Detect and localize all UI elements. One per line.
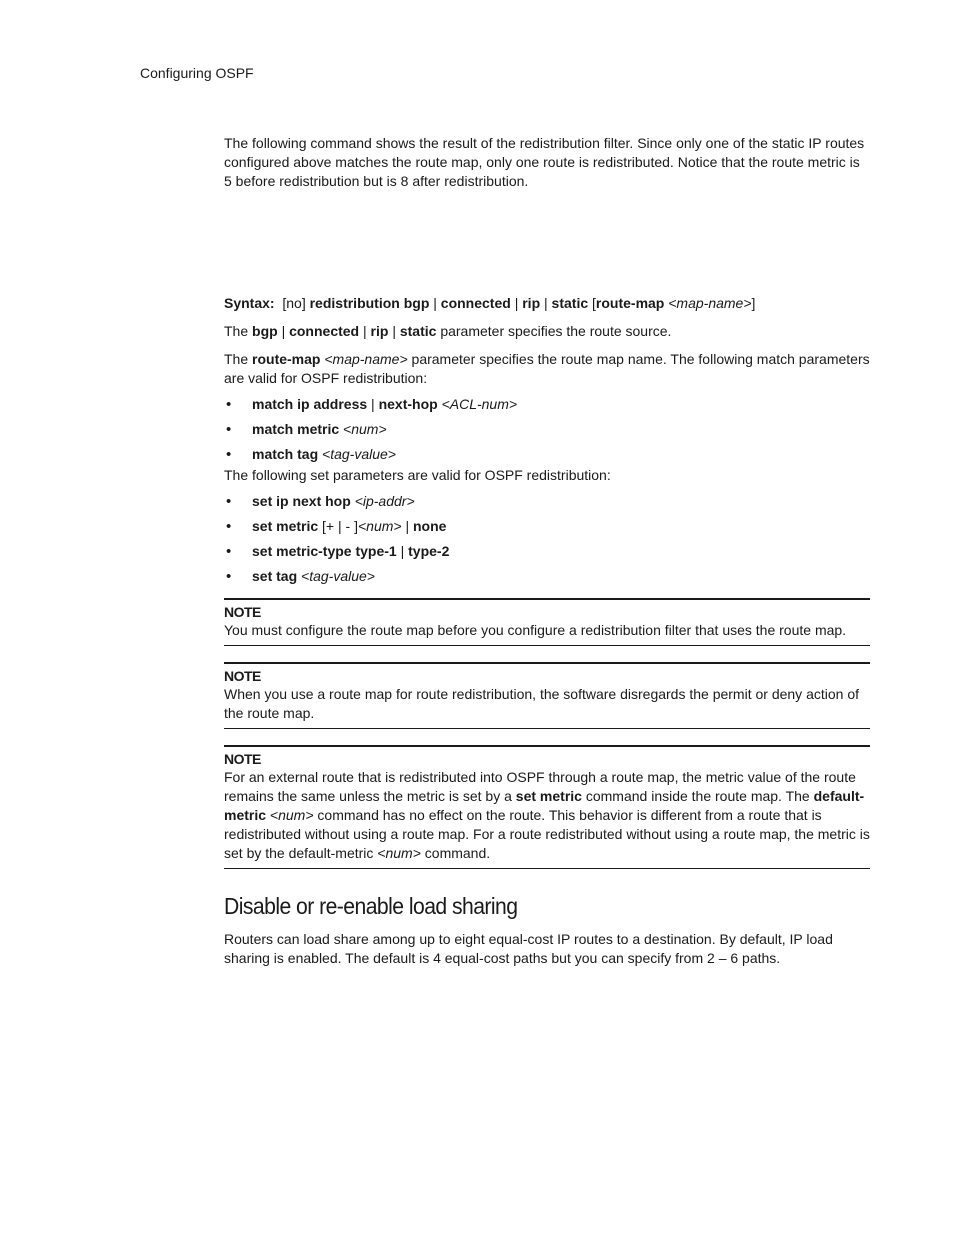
list-item-argument: <num> (357, 518, 402, 534)
running-head: Configuring OSPF (140, 65, 254, 81)
list-item (224, 420, 870, 445)
separator: | (281, 323, 286, 339)
list-item (224, 395, 870, 420)
intro-paragraph: The following command shows the result of the redistribution filter. Since only one of the static IP routes configured above matches the route map, only one route is redistributed. Notice that the route metric is 5 before redistribution but is 8 after redistribution. (224, 135, 865, 189)
separator: | (392, 323, 396, 339)
syntax-separator: | (544, 295, 548, 311)
list-item-argument: <tag-value> (322, 446, 396, 462)
bullet-icon: • (226, 396, 232, 413)
text-the: The (224, 323, 249, 339)
syntax-command: redistribution bgp (309, 295, 430, 311)
route-source-paragraph (224, 322, 870, 341)
list-item-command: none (413, 518, 447, 534)
set-parameters-intro: The following set parameters are valid for OSPF redistribution: (224, 467, 611, 483)
list-item-argument: <num> (343, 421, 387, 437)
section-heading: Disable or re-enable load sharing (224, 893, 518, 919)
note-heading: NOTE (224, 668, 261, 684)
bullet-icon: • (226, 421, 232, 438)
bullet-icon: • (226, 568, 232, 585)
list-item-argument: <ip-addr> (354, 493, 415, 509)
list-item-command: set metric (252, 518, 319, 534)
separator: | (405, 518, 410, 534)
bullet-icon: • (226, 446, 232, 463)
syntax-rip: rip (522, 295, 541, 311)
note-text: When you use a route map for route redistribution, the software disregards the permit or deny action of the route map. (224, 686, 859, 721)
syntax-line (224, 294, 870, 313)
list-item-command: set tag (252, 568, 298, 584)
syntax-static: static (551, 295, 589, 311)
syntax-connected: connected (440, 295, 511, 311)
note-text-part: command. (424, 845, 491, 861)
bullet-icon: • (226, 518, 232, 535)
text-the: The (224, 351, 249, 367)
separator: | (400, 543, 405, 559)
list-item (224, 517, 870, 542)
set-parameter-list (224, 492, 870, 592)
bullet-icon: • (226, 493, 232, 510)
syntax-map-name: <map-name> (668, 295, 752, 311)
list-item-argument: <tag-value> (301, 568, 375, 584)
param-bgp: bgp (252, 323, 278, 339)
list-item-command: type-2 (408, 543, 450, 559)
bullet-icon: • (226, 543, 232, 560)
note-text-part: command has no effect on the route. This behavior is different from a route that is redistributed without using a route map. For a route redistributed without using a route map, the metric is set by the default-metric (224, 807, 870, 861)
route-map-paragraph (224, 350, 870, 388)
list-item (224, 567, 870, 592)
note-box (224, 662, 870, 729)
list-item (224, 445, 870, 466)
list-item-command: match tag (252, 446, 319, 462)
param-map-name: <map-name> (324, 351, 408, 367)
list-item-command: set metric-type type-1 (252, 543, 397, 559)
list-item-option: [+ | - ] (322, 518, 358, 534)
list-item-argument: <ACL-num> (441, 396, 518, 412)
param-connected: connected (289, 323, 360, 339)
note-command: set metric (515, 788, 582, 804)
syntax-separator: | (433, 295, 437, 311)
syntax-open-bracket: [ (592, 295, 596, 311)
separator: | (363, 323, 367, 339)
list-item (224, 542, 870, 567)
note-text: You must configure the route map before you configure a redistribution filter that uses the route map. (224, 622, 847, 638)
paragraph-text: parameter specifies the route map name. The following match parameters are valid for OSPF redistribution: (224, 351, 870, 386)
syntax-route-map: route-map (595, 295, 665, 311)
paragraph-text: parameter specifies the route source. (440, 323, 672, 339)
note-heading: NOTE (224, 604, 261, 620)
page-body (224, 134, 870, 968)
list-item (224, 492, 870, 517)
note-argument: <num> (377, 845, 421, 861)
note-command: default-metric (224, 788, 865, 823)
separator: | (371, 396, 375, 412)
syntax-separator: | (514, 295, 519, 311)
note-box (224, 598, 870, 646)
note-text-part: command inside the route map. The (585, 788, 810, 804)
syntax-no: [no] (282, 295, 306, 311)
param-static: static (399, 323, 437, 339)
list-item-command: match metric (252, 421, 340, 437)
note-box (224, 745, 870, 869)
list-item-command: match ip address (252, 396, 368, 412)
list-item-command: set ip next hop (252, 493, 351, 509)
load-sharing-paragraph: Routers can load share among up to eight equal-cost IP routes to a destination. By default, IP load sharing is enabled. The default is 4 equal-cost paths but you can specify from 2 – 6 paths. (224, 931, 833, 966)
param-route-map: route-map (252, 351, 321, 367)
note-argument: <num> (269, 807, 314, 823)
param-rip: rip (370, 323, 389, 339)
note-heading: NOTE (224, 751, 261, 767)
match-parameter-list (224, 395, 870, 466)
note-text (224, 768, 870, 863)
syntax-close-bracket: ] (751, 295, 756, 311)
note-text-part: For an external route that is redistributed into OSPF through a route map, the metric value of the route remains the same unless the metric is set by a (224, 769, 856, 804)
syntax-label: Syntax: (224, 295, 275, 311)
list-item-command: next-hop (378, 396, 438, 412)
